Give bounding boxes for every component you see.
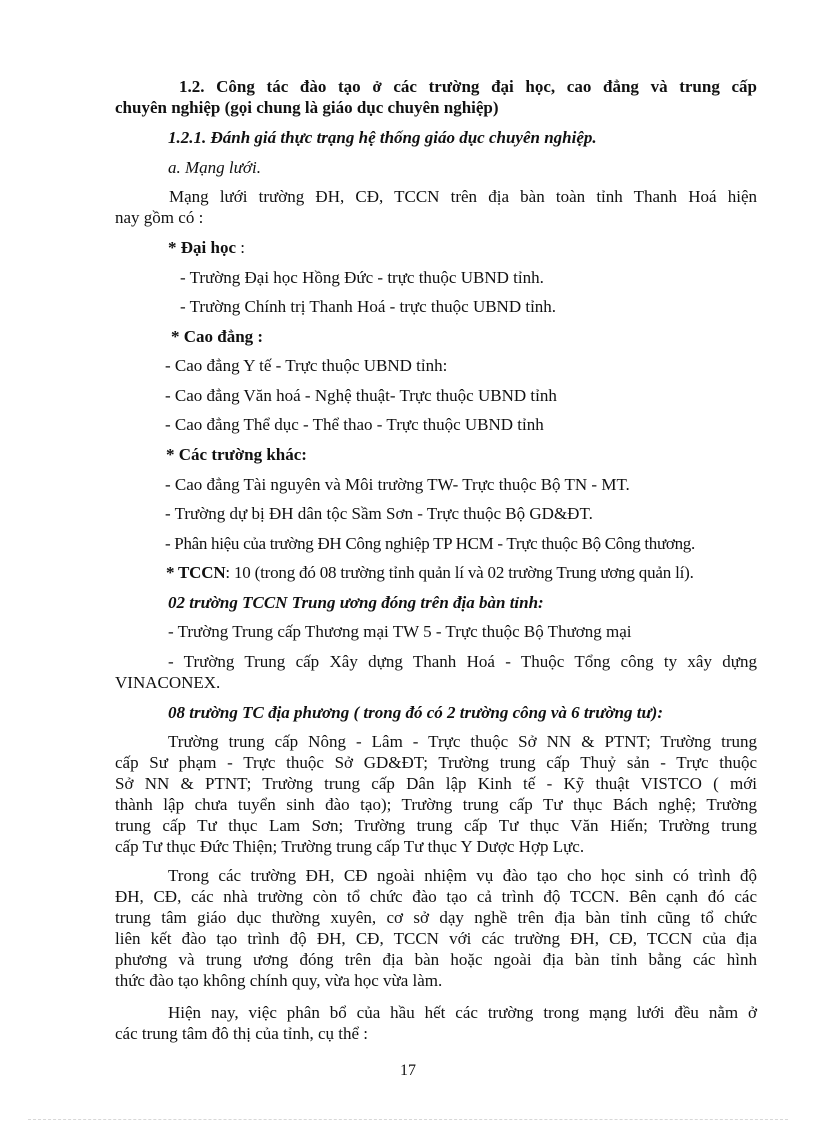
training-line-4: liên kết đào tạo trình độ ĐH, CĐ, TCCN với các trường ĐH, CĐ, TCCN của địa — [115, 929, 757, 948]
subsection-heading-1-2-1: 1.2.1. Đánh giá thực trạng hệ thống giáo dục chuyên nghiệp. — [168, 128, 597, 147]
truong-khac-item-2: - Trường dự bị ĐH dân tộc Sầm Sơn - Trực thuộc Bộ GD&ĐT. — [165, 504, 593, 523]
cao-dang-heading: * Cao đẳng : — [171, 327, 264, 346]
tw-schools-heading: 02 trường TCCN Trung ương đóng trên địa bàn tỉnh: — [168, 593, 544, 612]
subheading-a: a. Mạng lưới. — [168, 158, 261, 177]
section-heading-1-2-line-2: chuyên nghiệp (gọi chung là giáo dục chuyên nghiệp) — [115, 98, 499, 117]
training-line-5: phương và trung ương đóng trên địa bàn hoặc ngoài địa bàn tỉnh bằng các hình — [115, 950, 757, 969]
local-schools-line-4: thành lập chưa tuyển sinh đào tạo); Trường trung cấp Tư thục Bách nghệ; Trường — [115, 795, 757, 814]
intro-line-1: Mạng lưới trường ĐH, CĐ, TCCN trên địa bàn toàn tỉnh Thanh Hoá hiện — [169, 187, 757, 206]
intro-line-2: nay gồm có : — [115, 208, 204, 227]
local-schools-line-5: trung cấp Tư thục Lam Sơn; Trường trung cấp Tư thục Văn Hiến; Trường trung — [115, 816, 757, 835]
local-schools-heading: 08 trường TC địa phương ( trong đó có 2 trường công và 6 trường tư): — [168, 703, 663, 722]
tw-school-item-2-line-2: VINACONEX. — [115, 673, 221, 692]
dai-hoc-item-2: - Trường Chính trị Thanh Hoá - trực thuộc UBND tỉnh. — [180, 297, 557, 316]
tw-school-item-2-line-1: - Trường Trung cấp Xây dựng Thanh Hoá - Thuộc Tổng công ty xây dựng — [168, 652, 757, 671]
page-number: 17 — [400, 1062, 416, 1079]
cao-dang-item-1: - Cao đẳng Y tế - Trực thuộc UBND tỉnh: — [165, 356, 448, 375]
training-line-2: ĐH, CĐ, các nhà trường còn tổ chức đào tạo cả trình độ TCCN. Bên cạnh đó các — [115, 887, 757, 906]
local-schools-line-3: Sở NN & PTNT; Trường trung cấp Dân lập Kinh tế - Kỹ thuật VISTCO ( mới — [115, 774, 757, 793]
dai-hoc-label: * Đại học — [168, 238, 236, 257]
tccn-text: : 10 (trong đó 08 trường tỉnh quản lí và 02 trường Trung ương quản lí). — [225, 563, 694, 582]
local-schools-line-1: Trường trung cấp Nông - Lâm - Trực thuộc Sở NN & PTNT; Trường trung — [168, 732, 757, 751]
tccn-line — [166, 563, 694, 583]
dai-hoc-suffix: : — [236, 238, 245, 257]
local-schools-line-6: cấp Tư thục Đức Thiện; Trường trung cấp Tư thục Y Dược Hợp Lực. — [115, 837, 585, 856]
training-line-6: thức đào tạo không chính quy, vừa học vừa làm. — [115, 971, 443, 990]
distribution-line-1: Hiện nay, việc phân bổ của hầu hết các trường trong mạng lưới đều nằm ở — [168, 1003, 757, 1022]
truong-khac-item-3: - Phân hiệu của trường ĐH Công nghiệp TP HCM - Trực thuộc Bộ Công thương. — [165, 534, 695, 553]
dai-hoc-heading — [168, 238, 245, 258]
distribution-line-2: các trung tâm đô thị của tỉnh, cụ thể : — [115, 1024, 369, 1043]
truong-khac-heading: * Các trường khác: — [166, 445, 307, 464]
page-bottom-divider — [28, 1119, 788, 1120]
cao-dang-item-2: - Cao đẳng Văn hoá - Nghệ thuật- Trực thuộc UBND tỉnh — [165, 386, 557, 405]
section-heading-1-2-line-1: 1.2. Công tác đào tạo ở các trường đại học, cao đẳng và trung cấp — [179, 77, 757, 96]
training-line-1: Trong các trường ĐH, CĐ ngoài nhiệm vụ đào tạo cho học sinh có trình độ — [168, 866, 757, 885]
local-schools-line-2: cấp Sư phạm - Trực thuộc Sở GD&ĐT; Trường trung cấp Thuỷ sản - Trực thuộc — [115, 753, 757, 772]
tccn-label: * TCCN — [166, 563, 226, 582]
training-line-3: trung tâm giáo dục thường xuyên, cơ sở dạy nghề trên địa bàn tỉnh cũng tổ chức — [115, 908, 757, 927]
tw-school-item-1: - Trường Trung cấp Thương mại TW 5 - Trực thuộc Bộ Thương mại — [168, 622, 632, 641]
cao-dang-item-3: - Cao đẳng Thể dục - Thể thao - Trực thuộc UBND tỉnh — [165, 415, 544, 434]
dai-hoc-item-1: - Trường Đại học Hồng Đức - trực thuộc UBND tỉnh. — [180, 268, 544, 287]
truong-khac-item-1: - Cao đẳng Tài nguyên và Môi trường TW- Trực thuộc Bộ TN - MT. — [165, 475, 630, 494]
